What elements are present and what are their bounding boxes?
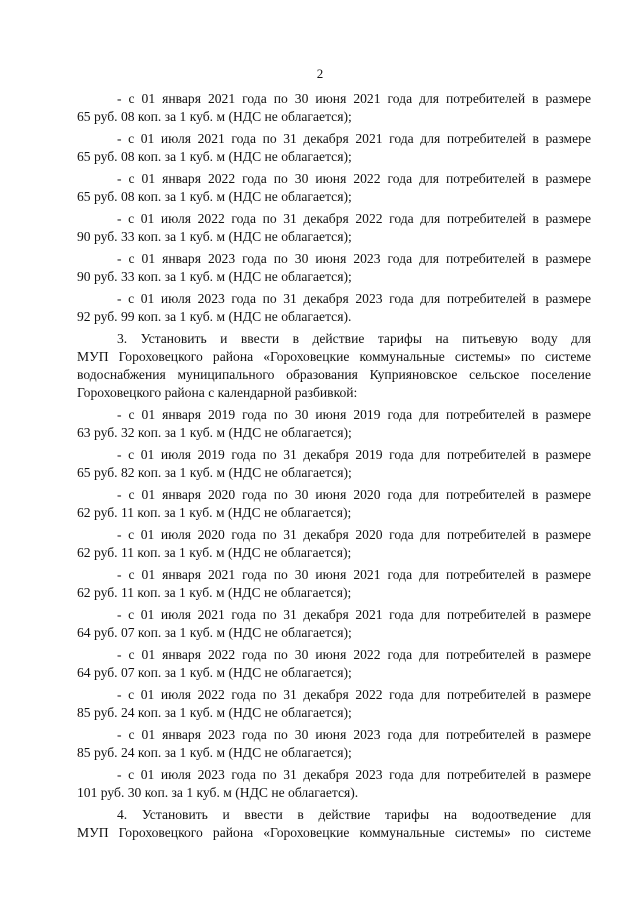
- tariff-list-sewage: [77, 90, 591, 326]
- tariff-rate: 63 руб. 32 коп. за 1 куб. м (НДС не облагается);: [77, 425, 352, 440]
- tariff-rate: 65 руб. 08 коп. за 1 куб. м (НДС не облагается);: [77, 189, 352, 204]
- tariff-rate: 64 руб. 07 коп. за 1 куб. м (НДС не облагается);: [77, 665, 352, 680]
- document-body: [77, 90, 591, 846]
- tariff-period: - с 01 января 2019 года по 30 июня 2019 года для потребителей в размере: [117, 407, 591, 422]
- tariff-item: [77, 250, 591, 286]
- tariff-rate: 92 руб. 99 коп. за 1 куб. м (НДС не облагается).: [77, 309, 352, 324]
- tariff-period: - с 01 января 2023 года по 30 июня 2023 года для потребителей в размере: [117, 251, 591, 266]
- tariff-item: [77, 686, 591, 722]
- tariff-item: [77, 290, 591, 326]
- tariff-rate: 62 руб. 11 коп. за 1 куб. м (НДС не облагается);: [77, 505, 352, 520]
- tariff-period: - с 01 января 2023 года по 30 июня 2023 года для потребителей в размере: [117, 727, 591, 742]
- tariff-period: - с 01 января 2021 года по 30 июня 2021 года для потребителей в размере: [117, 91, 591, 106]
- tariff-period: - с 01 июля 2021 года по 31 декабря 2021 года для потребителей в размере: [117, 131, 591, 146]
- tariff-rate: 85 руб. 24 коп. за 1 куб. м (НДС не облагается);: [77, 745, 352, 760]
- tariff-rate: 90 руб. 33 коп. за 1 куб. м (НДС не облагается);: [77, 229, 352, 244]
- tariff-period: - с 01 июля 2022 года по 31 декабря 2022 года для потребителей в размере: [117, 687, 591, 702]
- tariff-period: - с 01 января 2020 года по 30 июня 2020 года для потребителей в размере: [117, 487, 591, 502]
- paragraph-3-line: водоснабжения муниципального образования Куприяновское сельское поселение: [77, 367, 591, 382]
- paragraph-3: [77, 330, 591, 402]
- tariff-rate: 64 руб. 07 коп. за 1 куб. м (НДС не облагается);: [77, 625, 352, 640]
- tariff-period: - с 01 января 2022 года по 30 июня 2022 года для потребителей в размере: [117, 171, 591, 186]
- tariff-list-drinking-water: [77, 406, 591, 802]
- tariff-item: [77, 130, 591, 166]
- paragraph-3-line: МУП Гороховецкого района «Гороховецкие коммунальные системы» по системе: [77, 349, 591, 364]
- tariff-item: [77, 210, 591, 246]
- tariff-rate: 65 руб. 82 коп. за 1 куб. м (НДС не облагается);: [77, 465, 352, 480]
- paragraph-4: [77, 806, 591, 842]
- tariff-item: [77, 446, 591, 482]
- tariff-rate: 62 руб. 11 коп. за 1 куб. м (НДС не облагается);: [77, 545, 352, 560]
- page-number: 2: [316, 66, 324, 81]
- tariff-item: [77, 646, 591, 682]
- tariff-period: - с 01 января 2022 года по 30 июня 2022 года для потребителей в размере: [117, 647, 591, 662]
- tariff-item: [77, 90, 591, 126]
- tariff-period: - с 01 июля 2022 года по 31 декабря 2022 года для потребителей в размере: [117, 211, 591, 226]
- tariff-period: - с 01 июля 2019 года по 31 декабря 2019 года для потребителей в размере: [117, 447, 591, 462]
- tariff-period: - с 01 июля 2020 года по 31 декабря 2020 года для потребителей в размере: [117, 527, 591, 542]
- tariff-item: [77, 406, 591, 442]
- tariff-item: [77, 566, 591, 602]
- paragraph-4-line: МУП Гороховецкого района «Гороховецкие коммунальные системы» по системе: [77, 825, 591, 840]
- paragraph-3-line: Гороховецкого района с календарной разбивкой:: [77, 385, 358, 400]
- tariff-rate: 62 руб. 11 коп. за 1 куб. м (НДС не облагается);: [77, 585, 352, 600]
- tariff-item: [77, 170, 591, 206]
- paragraph-3-line: 3. Установить и ввести в действие тарифы на питьевую воду для: [117, 331, 591, 346]
- tariff-period: - с 01 июля 2021 года по 31 декабря 2021 года для потребителей в размере: [117, 607, 591, 622]
- tariff-item: [77, 526, 591, 562]
- tariff-rate: 101 руб. 30 коп. за 1 куб. м (НДС не облагается).: [77, 785, 359, 800]
- tariff-period: - с 01 июля 2023 года по 31 декабря 2023 года для потребителей в размере: [117, 291, 591, 306]
- tariff-rate: 65 руб. 08 коп. за 1 куб. м (НДС не облагается);: [77, 149, 352, 164]
- tariff-rate: 85 руб. 24 коп. за 1 куб. м (НДС не облагается);: [77, 705, 352, 720]
- tariff-period: - с 01 января 2021 года по 30 июня 2021 года для потребителей в размере: [117, 567, 591, 582]
- tariff-item: [77, 766, 591, 802]
- tariff-item: [77, 486, 591, 522]
- tariff-item: [77, 726, 591, 762]
- tariff-rate: 90 руб. 33 коп. за 1 куб. м (НДС не облагается);: [77, 269, 352, 284]
- paragraph-4-line: 4. Установить и ввести в действие тарифы на водоотведение для: [117, 807, 591, 822]
- tariff-period: - с 01 июля 2023 года по 31 декабря 2023 года для потребителей в размере: [117, 767, 591, 782]
- tariff-item: [77, 606, 591, 642]
- tariff-rate: 65 руб. 08 коп. за 1 куб. м (НДС не облагается);: [77, 109, 352, 124]
